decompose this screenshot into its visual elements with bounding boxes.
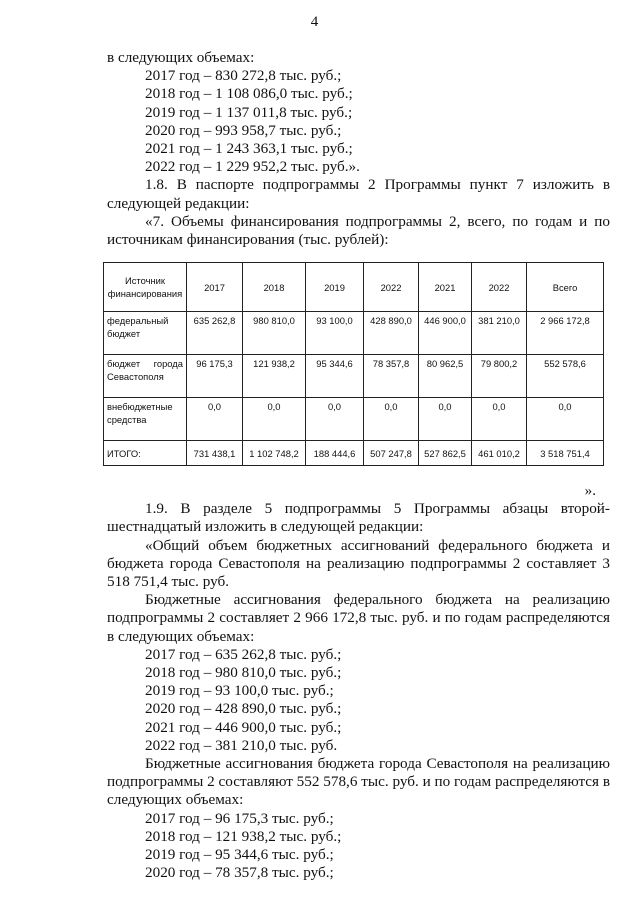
header-total: Всего bbox=[527, 263, 604, 312]
funding-years-list-b bbox=[107, 646, 610, 755]
header-source: Источник финансирования bbox=[104, 263, 187, 312]
cell: 121 938,2 bbox=[243, 355, 306, 398]
row-source: ИТОГО: bbox=[104, 441, 187, 466]
financing-table bbox=[103, 262, 604, 466]
table-row bbox=[104, 355, 604, 398]
table-row bbox=[104, 312, 604, 355]
cell: 0,0 bbox=[187, 398, 243, 441]
year-line: 2020 год – 428 890,0 тыс. руб.; bbox=[145, 700, 342, 718]
year-line: 2019 год – 95 344,6 тыс. руб.; bbox=[145, 846, 334, 864]
item-7-paragraph: «7. Объемы финансирования подпрограммы 2, всего, по годам и по источникам финансирования (тыс. рублей): bbox=[107, 212, 610, 249]
cell: 95 344,6 bbox=[306, 355, 364, 398]
year-line: 2018 год – 980 810,0 тыс. руб.; bbox=[145, 664, 342, 682]
header-year: 2019 bbox=[306, 263, 364, 312]
item-1-9-paragraph: 1.9. В разделе 5 подпрограммы 5 Программы абзацы второй-шестнадцатый изложить в следующей редакции: bbox=[107, 500, 610, 536]
cell: 96 175,3 bbox=[187, 355, 243, 398]
row-source: федеральный бюджет bbox=[104, 312, 187, 355]
item-1-8-paragraph: 1.8. В паспорте подпрограммы 2 Программы пункт 7 изложить в следующей редакции: bbox=[107, 176, 610, 212]
year-line: 2017 год – 635 262,8 тыс. руб.; bbox=[145, 645, 342, 663]
cell: 0,0 bbox=[306, 398, 364, 441]
year-line: 2019 год – 1 137 011,8 тыс. руб.; bbox=[145, 103, 353, 121]
cell: 2 966 172,8 bbox=[527, 312, 604, 355]
cell: 461 010,2 bbox=[472, 441, 527, 466]
cell: 0,0 bbox=[472, 398, 527, 441]
row-source: бюджет города Севастополя bbox=[104, 355, 187, 398]
cell: 527 862,5 bbox=[419, 441, 472, 466]
total-budget-paragraph: «Общий объем бюджетных ассигнований федерального бюджета и бюджета города Севастополя на реализацию подпрограммы 2 составляет 3 518 751,4 тыс. руб. bbox=[107, 536, 610, 591]
cell: 428 890,0 bbox=[364, 312, 419, 355]
cell: 3 518 751,4 bbox=[527, 441, 604, 466]
header-year: 2017 bbox=[187, 263, 243, 312]
cell: 635 262,8 bbox=[187, 312, 243, 355]
cell: 1 102 748,2 bbox=[243, 441, 306, 466]
year-line: 2018 год – 121 938,2 тыс. руб.; bbox=[145, 827, 342, 845]
cell: 0,0 bbox=[243, 398, 306, 441]
cell: 552 578,6 bbox=[527, 355, 604, 398]
table-row bbox=[104, 398, 604, 441]
closing-quote: ». bbox=[584, 482, 596, 499]
row-source: внебюджетные средства bbox=[104, 398, 187, 441]
header-year: 2022 bbox=[472, 263, 527, 312]
bottom-section bbox=[107, 480, 610, 882]
header-year: 2021 bbox=[419, 263, 472, 312]
table-header-row bbox=[104, 263, 604, 312]
cell: 80 962,5 bbox=[419, 355, 472, 398]
cell: 446 900,0 bbox=[419, 312, 472, 355]
cell: 0,0 bbox=[419, 398, 472, 441]
cell: 0,0 bbox=[527, 398, 604, 441]
cell: 93 100,0 bbox=[306, 312, 364, 355]
year-line: 2022 год – 1 229 952,2 тыс. руб.». bbox=[145, 158, 360, 176]
year-line: 2021 год – 446 900,0 тыс. руб.; bbox=[145, 718, 342, 736]
cell: 79 800,2 bbox=[472, 355, 527, 398]
cell: 980 810,0 bbox=[243, 312, 306, 355]
year-line: 2020 год – 993 958,7 тыс. руб.; bbox=[145, 121, 342, 139]
year-line: 2021 год – 1 243 363,1 тыс. руб.; bbox=[145, 140, 353, 158]
header-year: 2022 bbox=[364, 263, 419, 312]
year-line: 2018 год – 1 108 086,0 тыс. руб.; bbox=[145, 85, 353, 103]
cell: 0,0 bbox=[364, 398, 419, 441]
funding-years-list-a bbox=[107, 67, 610, 176]
year-line: 2017 год – 830 272,8 тыс. руб.; bbox=[145, 67, 342, 85]
intro-text: в следующих объемах: bbox=[107, 49, 255, 66]
cell: 507 247,8 bbox=[364, 441, 419, 466]
year-line: 2017 год – 96 175,3 тыс. руб.; bbox=[145, 809, 334, 827]
cell: 381 210,0 bbox=[472, 312, 527, 355]
table-total-row bbox=[104, 441, 604, 466]
cell: 188 444,6 bbox=[306, 441, 364, 466]
header-year: 2018 bbox=[243, 263, 306, 312]
federal-budget-paragraph: Бюджетные ассигнования федерального бюджета на реализацию подпрограммы 2 составляет 2 966 172,8 тыс. руб. и по годам распределяются в следующих объемах: bbox=[107, 591, 610, 645]
page-number: 4 bbox=[310, 14, 319, 30]
funding-years-list-c bbox=[107, 810, 610, 883]
year-line: 2019 год – 93 100,0 тыс. руб.; bbox=[145, 682, 334, 700]
year-line: 2022 год – 381 210,0 тыс. руб. bbox=[145, 736, 338, 754]
sevastopol-budget-paragraph: Бюджетные ассигнования бюджета города Севастополя на реализацию подпрограммы 2 составляют 552 578,6 тыс. руб. и по годам распределяются в следующих объемах: bbox=[107, 755, 610, 809]
cell: 731 438,1 bbox=[187, 441, 243, 466]
cell: 78 357,8 bbox=[364, 355, 419, 398]
top-section bbox=[107, 49, 610, 249]
year-line: 2020 год – 78 357,8 тыс. руб.; bbox=[145, 864, 334, 882]
